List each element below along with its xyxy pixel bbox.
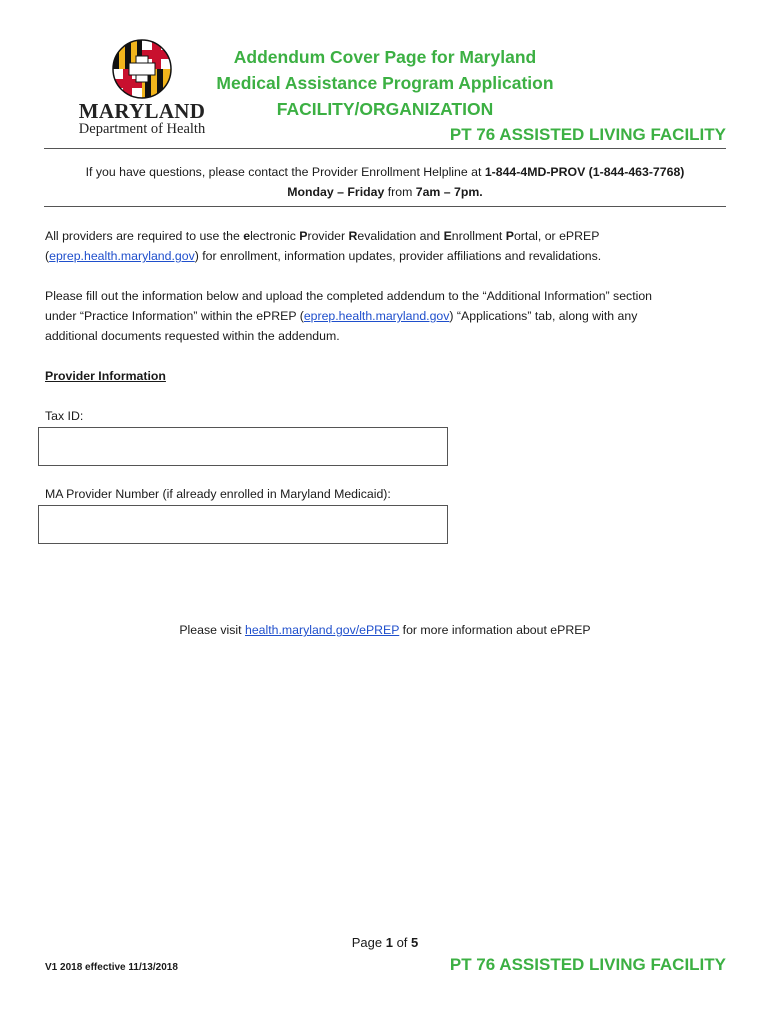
- logo-wordmark: MARYLAND: [78, 99, 206, 123]
- para1-bold-p: P: [299, 229, 308, 243]
- tax-id-label: Tax ID:: [45, 409, 84, 423]
- helpline-hours-line: [44, 185, 726, 199]
- page-word: Page: [351, 935, 386, 950]
- page-of: of: [392, 935, 412, 950]
- provider-type-footer: PT 76 ASSISTED LIVING FACILITY: [449, 955, 726, 974]
- page-total: 5: [411, 935, 419, 950]
- ma-provider-number-label: MA Provider Number (if already enrolled in Maryland Medicaid):: [45, 487, 391, 501]
- para1-text: ) for enrollment, information updates, provider affiliations and revalidations.: [194, 249, 602, 263]
- para2-text: ) “Applications” tab, along with any: [449, 309, 638, 323]
- version-label: V1 2018 effective 11/13/2018: [45, 962, 178, 973]
- visit-prefix: Please visit: [179, 623, 245, 637]
- helpline-prefix: If you have questions, please contact the Provider Enrollment Helpline at: [85, 165, 485, 179]
- provider-info-heading: [45, 366, 725, 386]
- helpline-divider: [44, 206, 726, 207]
- eprep-link-2[interactable]: eprep.health.maryland.gov: [303, 309, 450, 323]
- para1-bold-p2: P: [505, 229, 514, 243]
- title-line-3: FACILITY/ORGANIZATION: [276, 99, 494, 119]
- visit-suffix: for more information about ePREP: [399, 623, 591, 637]
- logo-subtitle: Department of Health: [78, 121, 206, 137]
- helpline-days: Monday – Friday: [287, 185, 385, 199]
- title-line-1: Addendum Cover Page for Maryland: [233, 47, 537, 67]
- eprep-requirement-paragraph: [45, 226, 725, 266]
- ma-provider-number-field[interactable]: [38, 505, 448, 544]
- para1-text: (: [45, 249, 50, 263]
- para1-text: evalidation and: [357, 229, 444, 243]
- provider-info-heading-text: Provider Information: [45, 369, 166, 383]
- para1-bold-e2: E: [443, 229, 452, 243]
- para1-text: rovider: [307, 229, 349, 243]
- para1-text: nrollment: [451, 229, 506, 243]
- helpline-line: [44, 165, 726, 179]
- title-line-2: Medical Assistance Program Application: [216, 73, 554, 93]
- para1-text: lectronic: [250, 229, 300, 243]
- para1-text: All providers are required to use the: [45, 229, 244, 243]
- header-divider: [44, 148, 726, 149]
- para2-line-3: additional documents requested within the addendum.: [45, 329, 340, 343]
- eprep-info-link[interactable]: health.maryland.gov/ePREP: [244, 623, 400, 637]
- page-current: 1: [385, 935, 393, 950]
- para1-bold-r: R: [348, 229, 358, 243]
- helpline-number: 1-844-4MD-PROV (1-844-463-7768): [484, 165, 685, 179]
- page-number: [0, 935, 770, 950]
- upload-instructions-paragraph: [45, 286, 725, 346]
- para2-text: under “Practice Information” within the ePREP (: [45, 309, 304, 323]
- provider-type-header: PT 76 ASSISTED LIVING FACILITY: [449, 125, 726, 144]
- helpline-from: from: [384, 185, 416, 199]
- maryland-flag-icon: [72, 36, 212, 106]
- para1-text: ortal, or ePREP: [513, 229, 600, 243]
- para2-line-1: Please fill out the information below and upload the completed addendum to the “Additional Information” section: [45, 289, 653, 303]
- eprep-link[interactable]: eprep.health.maryland.gov: [49, 249, 195, 263]
- helpline-hours: 7am – 7pm.: [415, 185, 483, 199]
- visit-line: [44, 623, 726, 637]
- para1-bold-e: e: [243, 229, 251, 243]
- tax-id-field[interactable]: [38, 427, 448, 466]
